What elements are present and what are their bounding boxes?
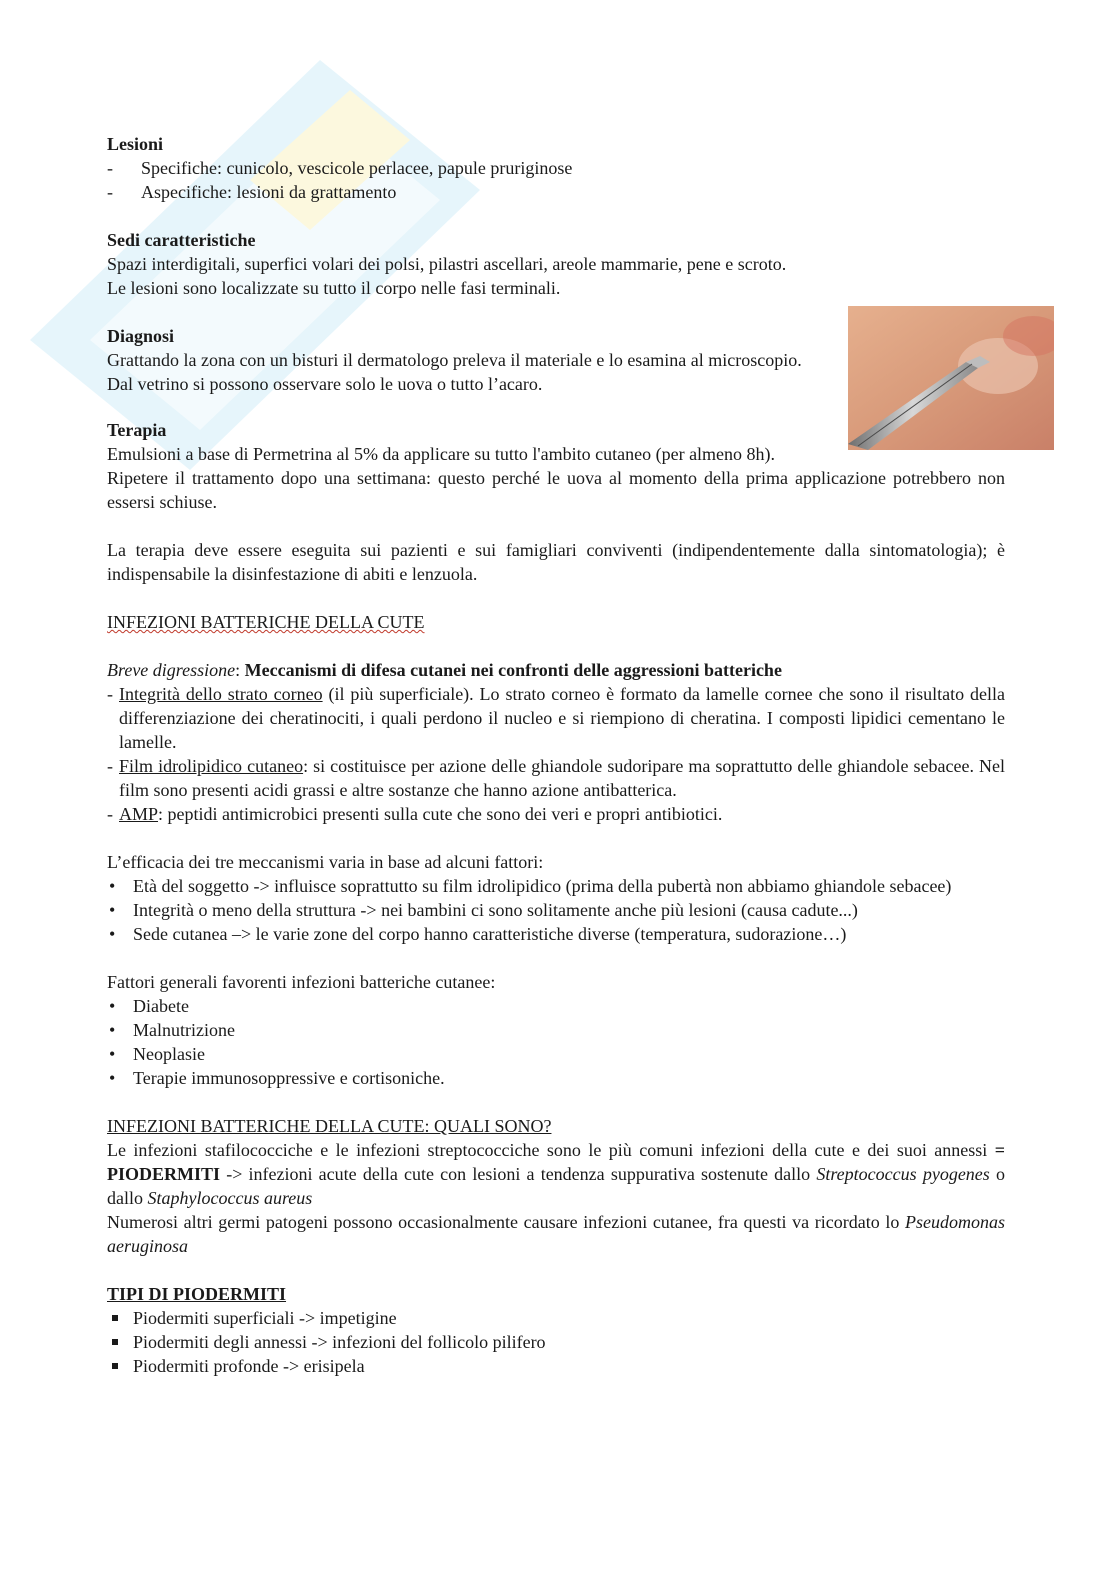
diagnosi-text-2: Dal vetrino si possono osservare solo le uova o tutto l’acaro. [107, 374, 543, 394]
terapia-line-2: Ripetere il trattamento dopo una settimana: questo perché le uova al momento della prima applicazione potrebbero non essersi schiuse. [107, 468, 1005, 512]
terapia-line-1: Emulsioni a base di Permetrina al 5% da applicare su tutto l'ambito cutaneo (per almeno 8h). [107, 444, 776, 464]
list-item: • Neoplasie [107, 1042, 1005, 1066]
lesioni-title: Lesioni [107, 134, 164, 154]
sedi-title: Sedi caratteristiche [107, 230, 256, 250]
efficacia-intro: L’efficacia dei tre meccanismi varia in base ad alcuni fattori: [107, 852, 544, 872]
terapia-para-2: La terapia deve essere eseguita sui pazienti e sui famigliari conviventi (indipendentemente dalla sintomatologia); è indispensabile la disinfestazione di abiti e lenzuola. [107, 540, 1005, 584]
fattori-intro: Fattori generali favorenti infezioni batteriche cutanee: [107, 972, 496, 992]
list-item: - Film idrolipidico cutaneo: si costituisce per azione delle ghiandole sudoripare ma soprattutto delle ghiandole sebacee. Nel film sono presenti acidi grassi e altre sostanze che hanno azione antibatterica. [107, 754, 1005, 802]
list-item: Piodermiti superficiali -> impetigine [107, 1306, 1005, 1330]
diagnosi-text-1: Grattando la zona con un bisturi il dermatologo preleva il materiale e lo esamina al microscopio. [107, 350, 802, 370]
sedi-line-1: Spazi interdigitali, superfici volari dei polsi, pilastri ascellari, areole mammarie, pene e scroto. [107, 254, 787, 274]
list-item: - AMP: peptidi antimicrobici presenti sulla cute che sono dei veri e propri antibiotici. [107, 802, 1005, 826]
list-item: • Sede cutanea –> le varie zone del corpo hanno caratteristiche diverse (temperatura, sudorazione…) [107, 922, 1005, 946]
digressione-italic: Breve digressione [107, 660, 236, 680]
sedi-line-2: Le lesioni sono localizzate su tutto il corpo nelle fasi terminali. [107, 278, 561, 298]
quali-para-2: Numerosi altri germi patogeni possono occasionalmente causare infezioni cutanee, fra questi va ricordato lo Pseudomonas aeruginosa [107, 1212, 1005, 1256]
tipi-list [107, 1306, 1005, 1378]
list-item: - Aspecifiche: lesioni da grattamento [107, 180, 1005, 204]
quali-para-1: Le infezioni stafilococciche e le infezioni streptococciche sono le più comuni infezioni della cute e dei suoi annessi = PIODERMITI -> infezioni acute della cute con lesioni a tendenza suppurativa sostenute dallo Streptococcus pyogenes o dallo Staphylococcus aureus [107, 1140, 1005, 1208]
infezioni-section-title [107, 610, 1005, 634]
diagnosi-title: Diagnosi [107, 326, 175, 346]
mechanisms-list [107, 682, 1005, 826]
fattori-list [107, 994, 1005, 1090]
list-item: Piodermiti degli annessi -> infezioni del follicolo pilifero [107, 1330, 1005, 1354]
list-item: • Età del soggetto -> influisce soprattutto su film idrolipidico (prima della pubertà non abbiamo ghiandole sebacee) [107, 874, 1005, 898]
list-item: Piodermiti profonde -> erisipela [107, 1354, 1005, 1378]
list-item: - Specifiche: cunicolo, vescicole perlacee, papule pruriginose [107, 156, 1005, 180]
list-item: - Integrità dello strato corneo (il più superficiale). Lo strato corneo è formato da lamelle cornee che sono il risultato della differenziazione dei cheratinociti, i quali perdono il nucleo e si riempiono di cheratina. I composti lipidici cementano le lamelle. [107, 682, 1005, 754]
infezioni-title-text: INFEZIONI BATTERICHE DELLA CUTE [107, 612, 425, 632]
terapia-title: Terapia [107, 420, 167, 440]
list-item: • Malnutrizione [107, 1018, 1005, 1042]
digressione-bold: Meccanismi di difesa cutanei nei confronti delle aggressioni batteriche [244, 660, 782, 680]
digressione-heading: Breve digressione: Meccanismi di difesa cutanei nei confronti delle aggressioni batteriche [107, 660, 782, 680]
list-item: • Terapie immunosoppressive e cortisoniche. [107, 1066, 1005, 1090]
list-item: • Diabete [107, 994, 1005, 1018]
list-item: • Integrità o meno della struttura -> nei bambini ci sono solitamente anche più lesioni (causa cadute...) [107, 898, 1005, 922]
lesioni-list [107, 156, 1005, 204]
quali-title: INFEZIONI BATTERICHE DELLA CUTE: QUALI SONO? [107, 1116, 552, 1136]
efficacia-list [107, 874, 1005, 946]
tipi-title: TIPI DI PIODERMITI [107, 1284, 287, 1304]
